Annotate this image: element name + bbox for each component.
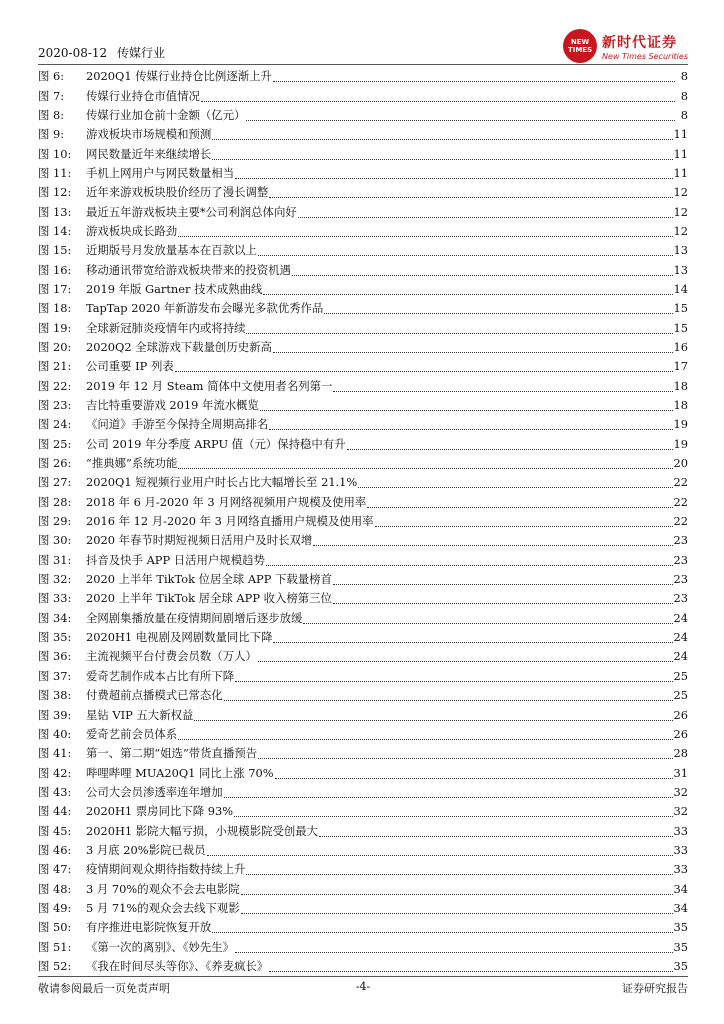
toc-page-number: 32	[673, 784, 688, 799]
toc-figure-number: 图 20:	[38, 339, 72, 354]
toc-entry[interactable]	[38, 106, 688, 125]
toc-figure-number: 图 22:	[38, 378, 72, 393]
toc-entry[interactable]	[38, 377, 688, 396]
toc-leader-dots	[273, 342, 673, 353]
toc-page-number: 23	[673, 552, 688, 567]
toc-figure-number: 图 43:	[38, 784, 72, 799]
toc-leader-dots	[224, 787, 673, 798]
toc-entry[interactable]	[38, 879, 688, 898]
toc-entry[interactable]	[38, 241, 688, 260]
toc-entry[interactable]	[38, 144, 688, 163]
toc-page-number: 20	[673, 456, 688, 471]
toc-figure-number: 图 46:	[38, 842, 72, 857]
toc-figure-number: 图 52:	[38, 958, 72, 973]
toc-page-number: 17	[673, 359, 688, 374]
toc-entry[interactable]	[38, 512, 688, 531]
toc-page-number: 13	[673, 243, 688, 258]
toc-figure-number: 图 28:	[38, 494, 72, 509]
toc-entry[interactable]	[38, 473, 688, 492]
toc-leader-dots	[273, 632, 672, 643]
toc-leader-dots	[347, 439, 673, 450]
toc-leader-dots	[273, 71, 675, 82]
toc-figure-title: 最近五年游戏板块主要*公司利润总体向好	[86, 204, 297, 219]
toc-leader-dots	[367, 497, 672, 508]
toc-entry[interactable]	[38, 570, 688, 589]
toc-page-number: 35	[673, 958, 688, 973]
toc-page-number: 35	[673, 920, 688, 935]
toc-figure-number: 图 33:	[38, 591, 72, 606]
toc-page-number: 11	[673, 165, 688, 180]
toc-figure-title: 付费超前点播模式已常态化	[86, 688, 223, 703]
toc-figure-number: 图 25:	[38, 436, 72, 451]
footer-divider	[38, 976, 688, 977]
toc-page-number: 23	[673, 572, 688, 587]
toc-figure-number: 图 35:	[38, 630, 72, 645]
toc-entry[interactable]	[38, 260, 688, 279]
toc-figure-title: TapTap 2020 年新游发布会曝光多款优秀作品	[86, 301, 324, 316]
toc-entry[interactable]	[38, 299, 688, 318]
toc-leader-dots	[375, 516, 673, 527]
page-number: -4-	[355, 980, 371, 993]
toc-figure-number: 图 11:	[38, 165, 72, 180]
toc-figure-title: 2020Q2 全球游戏下载量创历史新高	[86, 339, 272, 354]
toc-figure-number: 图 36:	[38, 649, 72, 664]
toc-entry[interactable]	[38, 918, 688, 937]
toc-entry[interactable]	[38, 493, 688, 512]
toc-leader-dots	[201, 91, 675, 102]
toc-leader-dots	[241, 884, 673, 895]
toc-page-number: 33	[673, 842, 688, 857]
logo-chinese-name: 新时代证券	[602, 34, 678, 51]
toc-figure-number: 图 29:	[38, 514, 72, 529]
toc-leader-dots	[269, 187, 672, 198]
toc-figure-title: 星钻 VIP 五大新权益	[86, 707, 194, 722]
toc-figure-title: 公司重要 IP 列表	[86, 359, 174, 374]
toc-leader-dots	[246, 323, 672, 334]
toc-leader-dots	[258, 651, 673, 662]
toc-page-number: 26	[673, 726, 688, 741]
toc-entry[interactable]	[38, 125, 688, 144]
toc-figure-number: 图 47:	[38, 862, 72, 877]
toc-page-number: 34	[673, 900, 688, 915]
toc-entry[interactable]	[38, 937, 688, 956]
toc-leader-dots	[358, 477, 672, 488]
toc-figure-title: 2020 上半年 TikTok 位居全球 APP 下载量榜首	[86, 572, 332, 587]
toc-figure-number: 图 32:	[38, 572, 72, 587]
toc-figure-number: 图 7:	[38, 88, 65, 103]
toc-page-number: 35	[673, 939, 688, 954]
toc-figure-number: 图 14:	[38, 223, 72, 238]
header-divider	[38, 64, 688, 65]
toc-entry[interactable]	[38, 802, 688, 821]
toc-figure-title: 近期版号月发放量基本在百款以上	[86, 243, 257, 258]
toc-page-number: 19	[673, 436, 688, 451]
toc-figure-number: 图 17:	[38, 281, 72, 296]
company-logo	[563, 28, 688, 64]
toc-figure-title: 游戏板块成长路劲	[86, 223, 178, 238]
toc-page-number: 28	[673, 746, 688, 761]
toc-figure-title: 2019 年版 Gartner 技术成熟曲线	[86, 281, 263, 296]
toc-entry[interactable]	[38, 686, 688, 705]
toc-figure-title: 主流视频平台付费会员数（万人）	[86, 649, 257, 664]
toc-entry[interactable]	[38, 551, 688, 570]
toc-figure-title: 抖音及快手 APP 日活用户规模趋势	[86, 552, 265, 567]
toc-figure-number: 图 40:	[38, 726, 72, 741]
toc-figure-number: 图 13:	[38, 204, 72, 219]
toc-figure-title: 3 月底 20%影院已裁员	[86, 842, 206, 857]
toc-page-number: 19	[673, 417, 688, 432]
toc-leader-dots	[175, 361, 673, 372]
toc-page-number: 22	[673, 514, 688, 529]
toc-figure-title: 哔哩哔哩 MUA20Q1 同比上涨 70%	[86, 765, 274, 780]
toc-figure-number: 图 9:	[38, 127, 65, 142]
toc-page-number: 8	[680, 88, 688, 103]
toc-leader-dots	[260, 400, 673, 411]
toc-leader-dots	[212, 129, 672, 140]
toc-page-number: 24	[673, 649, 688, 664]
toc-figure-number: 图 21:	[38, 359, 72, 374]
toc-entry[interactable]	[38, 744, 688, 763]
toc-page-number: 12	[673, 185, 688, 200]
document-type: 证券研究报告	[622, 982, 688, 995]
toc-leader-dots	[298, 207, 673, 218]
toc-figure-title: 2020Q1 短视频行业用户时长占比大幅增长至 21.1%	[86, 475, 358, 490]
toc-page-number: 23	[673, 591, 688, 606]
toc-entry[interactable]	[38, 957, 688, 976]
toc-entry[interactable]	[38, 338, 688, 357]
toc-figure-title: 公司 2019 年分季度 ARPU 值（元）保持稳中有升	[86, 436, 346, 451]
figure-list	[38, 67, 688, 976]
toc-entry[interactable]	[38, 647, 688, 666]
toc-leader-dots	[212, 922, 672, 933]
toc-page-number: 8	[680, 69, 688, 84]
toc-leader-dots	[258, 245, 673, 256]
toc-page-number: 16	[673, 339, 688, 354]
toc-page-number: 15	[673, 301, 688, 316]
toc-entry[interactable]	[38, 589, 688, 608]
toc-figure-number: 图 37:	[38, 668, 72, 683]
toc-page-number: 18	[673, 398, 688, 413]
toc-figure-title: 爱奇艺前会员体系	[86, 726, 178, 741]
toc-leader-dots	[292, 265, 672, 276]
toc-figure-title: 网民数量近年来继续增长	[86, 146, 212, 161]
toc-leader-dots	[303, 613, 672, 624]
toc-entry[interactable]	[38, 280, 688, 299]
toc-page-number: 32	[673, 804, 688, 819]
toc-entry[interactable]	[38, 183, 688, 202]
toc-leader-dots	[224, 690, 673, 701]
toc-leader-dots	[275, 768, 673, 779]
toc-entry[interactable]	[38, 821, 688, 840]
toc-figure-number: 图 26:	[38, 456, 72, 471]
toc-figure-title: 《问道》手游至今保持全周期高排名	[86, 417, 269, 432]
toc-figure-number: 图 6:	[38, 69, 65, 84]
toc-entry[interactable]	[38, 860, 688, 879]
toc-leader-dots	[194, 710, 672, 721]
toc-page-number: 25	[673, 688, 688, 703]
toc-entry[interactable]	[38, 783, 688, 802]
toc-figure-number: 图 15:	[38, 243, 72, 258]
toc-figure-number: 图 12:	[38, 185, 72, 200]
toc-leader-dots	[235, 671, 672, 682]
toc-figure-number: 图 41:	[38, 746, 72, 761]
report-sector: 传媒行业	[117, 46, 166, 60]
toc-page-number: 12	[673, 223, 688, 238]
toc-entry[interactable]	[38, 667, 688, 686]
toc-page-number: 8	[680, 107, 688, 122]
toc-figure-title: 全网剧集播放量在疫情期间剧增后逐步放缓	[86, 610, 303, 625]
toc-figure-title: 传媒行业加仓前十金额（亿元）	[86, 107, 246, 122]
toc-leader-dots	[269, 961, 672, 972]
toc-figure-number: 图 38:	[38, 688, 72, 703]
toc-figure-title: 爱奇艺制作成本占比有所下降	[86, 668, 235, 683]
toc-figure-number: 图 30:	[38, 533, 72, 548]
toc-figure-title: “推典娜”系统功能	[86, 456, 178, 471]
toc-figure-title: 游戏板块市场规模和预测	[86, 127, 212, 142]
toc-entry[interactable]	[38, 396, 688, 415]
toc-entry[interactable]	[38, 86, 688, 105]
toc-figure-title: 2020 上半年 TikTok 居全球 APP 收入榜第三位	[86, 591, 332, 606]
toc-leader-dots	[207, 845, 673, 856]
toc-entry[interactable]	[38, 841, 688, 860]
toc-leader-dots	[319, 826, 672, 837]
toc-leader-dots	[234, 806, 672, 817]
toc-entry[interactable]	[38, 725, 688, 744]
toc-figure-number: 图 42:	[38, 765, 72, 780]
toc-figure-title: 2020H1 影院大幅亏损，小规模影院受创最大	[86, 823, 319, 838]
toc-figure-title: 移动通讯带宽给游戏板块带来的投资机遇	[86, 262, 292, 277]
toc-page-number: 34	[673, 881, 688, 896]
toc-leader-dots	[178, 729, 672, 740]
toc-entry[interactable]	[38, 454, 688, 473]
toc-page-number: 11	[673, 127, 688, 142]
toc-figure-title: 传媒行业持仓市值情况	[86, 88, 200, 103]
toc-entry[interactable]	[38, 318, 688, 337]
toc-entry[interactable]	[38, 67, 688, 86]
toc-figure-number: 图 34:	[38, 610, 72, 625]
header-info	[38, 44, 171, 61]
toc-entry[interactable]	[38, 628, 688, 647]
toc-entry[interactable]	[38, 705, 688, 724]
toc-figure-title: 手机上网用户与网民数量相当	[86, 165, 235, 180]
toc-figure-title: 2016 年 12 月-2020 年 3 月网络直播用户规模及使用率	[86, 514, 374, 529]
toc-leader-dots	[178, 226, 672, 237]
toc-figure-number: 图 49:	[38, 900, 72, 915]
toc-figure-title: 公司大会员渗透率连年增加	[86, 784, 223, 799]
toc-figure-number: 图 16:	[38, 262, 72, 277]
toc-leader-dots	[241, 903, 673, 914]
toc-figure-title: 第一、第二期“姐选”带货直播预告	[86, 746, 258, 761]
toc-page-number: 11	[673, 146, 688, 161]
toc-figure-number: 图 23:	[38, 398, 72, 413]
toc-entry[interactable]	[38, 435, 688, 454]
toc-page-number: 14	[673, 281, 688, 296]
toc-page-number: 15	[673, 320, 688, 335]
toc-figure-title: 有序推进电影院恢复开放	[86, 920, 212, 935]
toc-figure-number: 图 27:	[38, 475, 72, 490]
toc-page-number: 24	[673, 630, 688, 645]
toc-figure-title: 2020Q1 传媒行业持仓比例逐渐上升	[86, 69, 272, 84]
toc-page-number: 25	[673, 668, 688, 683]
toc-page-number: 23	[673, 533, 688, 548]
toc-figure-number: 图 24:	[38, 417, 72, 432]
toc-page-number: 22	[673, 494, 688, 509]
toc-figure-number: 图 19:	[38, 320, 72, 335]
toc-figure-title: 全球新冠肺炎疫情年内或将持续	[86, 320, 246, 335]
toc-leader-dots	[212, 149, 672, 160]
toc-figure-number: 图 44:	[38, 804, 72, 819]
toc-entry[interactable]	[38, 609, 688, 628]
toc-page-number: 26	[673, 707, 688, 722]
toc-entry[interactable]	[38, 357, 688, 376]
toc-figure-title: 吉比特重要游戏 2019 年流水概览	[86, 398, 259, 413]
toc-figure-number: 图 39:	[38, 707, 72, 722]
toc-figure-number: 图 18:	[38, 301, 72, 316]
toc-figure-title: 2020H1 电视剧及网剧数量同比下降	[86, 630, 273, 645]
logo-seal-icon: NEW TIMES	[563, 29, 597, 63]
toc-figure-number: 图 8:	[38, 107, 65, 122]
toc-figure-number: 图 51:	[38, 939, 72, 954]
toc-leader-dots	[269, 419, 672, 430]
toc-leader-dots	[324, 303, 672, 314]
toc-page-number: 31	[673, 765, 688, 780]
toc-entry[interactable]	[38, 415, 688, 434]
toc-figure-title: 3 月 70%的观众不会去电影院	[86, 881, 240, 896]
toc-page-number: 24	[673, 610, 688, 625]
toc-leader-dots	[266, 555, 673, 566]
toc-entry[interactable]	[38, 202, 688, 221]
toc-page-number: 33	[673, 862, 688, 877]
toc-leader-dots	[333, 381, 672, 392]
toc-page-number: 13	[673, 262, 688, 277]
toc-figure-title: 2020H1 票房同比下降 93%	[86, 804, 234, 819]
toc-figure-number: 图 50:	[38, 920, 72, 935]
toc-figure-number: 图 48:	[38, 881, 72, 896]
toc-leader-dots	[258, 748, 672, 759]
toc-entry[interactable]	[38, 763, 688, 782]
toc-figure-number: 图 31:	[38, 552, 72, 567]
toc-page-number: 18	[673, 378, 688, 393]
toc-page-number: 12	[673, 204, 688, 219]
toc-figure-title: 疫情期间观众期待指数持续上升	[86, 862, 246, 877]
toc-leader-dots	[235, 942, 672, 953]
toc-entry[interactable]	[38, 531, 688, 550]
toc-figure-title: 《第一次的离别》、《妙先生》	[86, 939, 235, 954]
toc-entry[interactable]	[38, 899, 688, 918]
toc-leader-dots	[333, 574, 673, 585]
toc-leader-dots	[263, 284, 672, 295]
logo-english-name: New Times Securities	[602, 51, 688, 61]
disclaimer-note: 敬请参阅最后一页免责声明	[38, 982, 170, 995]
page-header	[38, 34, 688, 66]
toc-entry[interactable]	[38, 222, 688, 241]
toc-figure-number: 图 10:	[38, 146, 72, 161]
toc-leader-dots	[235, 168, 672, 179]
toc-figure-title: 2019 年 12 月 Steam 简体中文使用者名列第一	[86, 378, 333, 393]
toc-page-number: 33	[673, 823, 688, 838]
toc-figure-title: 《我在时间尽头等你》、《养麦疯长》	[86, 958, 269, 973]
toc-leader-dots	[246, 864, 672, 875]
toc-figure-title: 5 月 71%的观众会去线下观影	[86, 900, 240, 915]
report-date: 2020-08-12	[38, 46, 108, 60]
toc-page-number: 22	[673, 475, 688, 490]
toc-figure-number: 图 45:	[38, 823, 72, 838]
toc-figure-title: 2020 年春节时期短视频日活用户及时长双增	[86, 533, 313, 548]
toc-leader-dots	[178, 458, 672, 469]
toc-leader-dots	[313, 535, 672, 546]
toc-figure-title: 2018 年 6 月-2020 年 3 月网络视频用户规模及使用率	[86, 494, 367, 509]
toc-leader-dots	[246, 110, 675, 121]
toc-leader-dots	[333, 593, 673, 604]
toc-entry[interactable]	[38, 164, 688, 183]
toc-figure-title: 近年来游戏板块股价经历了漫长调整	[86, 185, 269, 200]
